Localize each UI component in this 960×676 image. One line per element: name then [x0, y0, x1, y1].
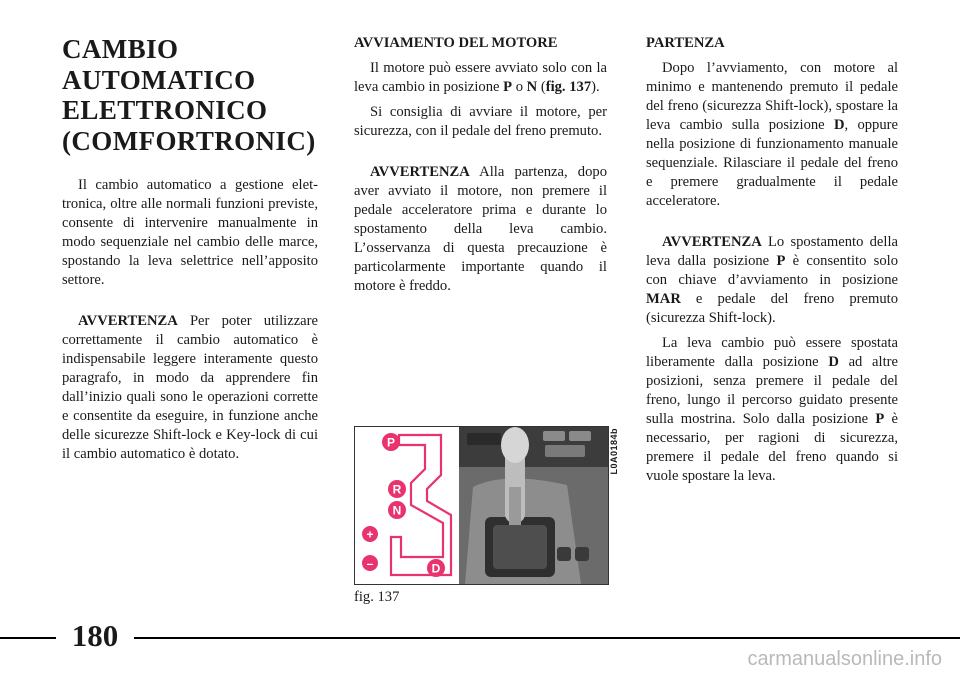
page-title: CAMBIO AUTOMATICO ELETTRONICO (COMFORTRONIC)	[62, 34, 316, 156]
gear-selector-illustration	[355, 427, 608, 584]
footer-rule-right	[134, 637, 960, 639]
section-heading-partenza: PARTENZA	[646, 35, 725, 51]
page-number: 180	[71, 618, 119, 653]
section-heading-avviamento: AVVIAMENTO DEL MOTORE	[354, 35, 558, 51]
position-minus-label: –	[366, 556, 374, 571]
console-photo	[459, 427, 608, 584]
left-column	[62, 34, 318, 464]
position-d-label: D	[431, 561, 441, 576]
watermark: carmanualsonline.info	[747, 648, 942, 670]
partenza-paragraph-1: Dopo l’avviamento, con motore al minimo e mantenendo premuto il pedale del freno (sicurezza Shift-lock), spostare la leva cambio sulla posizione D, oppure nella posizione di funzionamento manuale sequenziale. Rilasciare il pedale del freno e premere gradualmente il pedale acceleratore.	[646, 60, 898, 209]
gear-lever-figure	[354, 426, 609, 585]
position-n-label: N	[392, 503, 402, 518]
partenza-warning: AVVERTENZA Lo spostamento della leva dalla posizione P è consentito solo con chiave d’avviamento in posizione MAR e pedale del freno premuto (sicurezza Shift-lock).	[646, 234, 898, 326]
intro-paragraph: Il cambio automatico a gestione elettronica, oltre alle normali funzioni previste, consente di intervenire manualmente in modo sequenziale nel cambio delle marce, spostando la leva selettrice nell’apposito settore.	[62, 177, 318, 288]
figure-code: L0A0184b	[609, 428, 619, 475]
warning-paragraph: AVVERTENZA Per poter utilizzare correttamente il cambio automatico è indispensabile leggere interamente questo paragrafo, in modo da apprendere fin dall’inizio quali sono le operazioni corrette e consentite da eseguire, in funzione anche delle sicurezze Shift-lock e Key-lock di cui il cambio automatico è dotato.	[62, 313, 318, 462]
avviamento-warning: AVVERTENZA Alla partenza, dopo aver avviato il motore, non premere il pedale acceleratore prima e durante lo spostamento della leva cambio. L’osservanza di questa precauzione è particolarmente importante quando il motore è freddo.	[354, 164, 607, 294]
partenza-paragraph-3: La leva cambio può essere spostata liberamente dalla posizione D ad altre posizioni, senza premere il pedale del freno, lungo il percorso guidato presente sulla mostrina. Solo dalla posizione P è necessario, per ragioni di sicurezza, premere il pedale del freno quando si vuole spostare la leva.	[646, 335, 898, 484]
position-r-label: R	[392, 482, 402, 497]
position-plus-label: +	[366, 527, 374, 542]
right-column	[646, 34, 898, 486]
avviamento-paragraph-2: Si consiglia di avviare il motore, per sicurezza, con il pedale del freno premuto.	[354, 104, 607, 139]
position-p-label: P	[386, 435, 396, 450]
middle-column	[354, 34, 607, 296]
avviamento-paragraph-1: Il motore può essere avviato solo con la leva cambio in posizione P o N (fig. 137).	[354, 60, 607, 95]
figure-caption: fig. 137	[354, 589, 400, 605]
